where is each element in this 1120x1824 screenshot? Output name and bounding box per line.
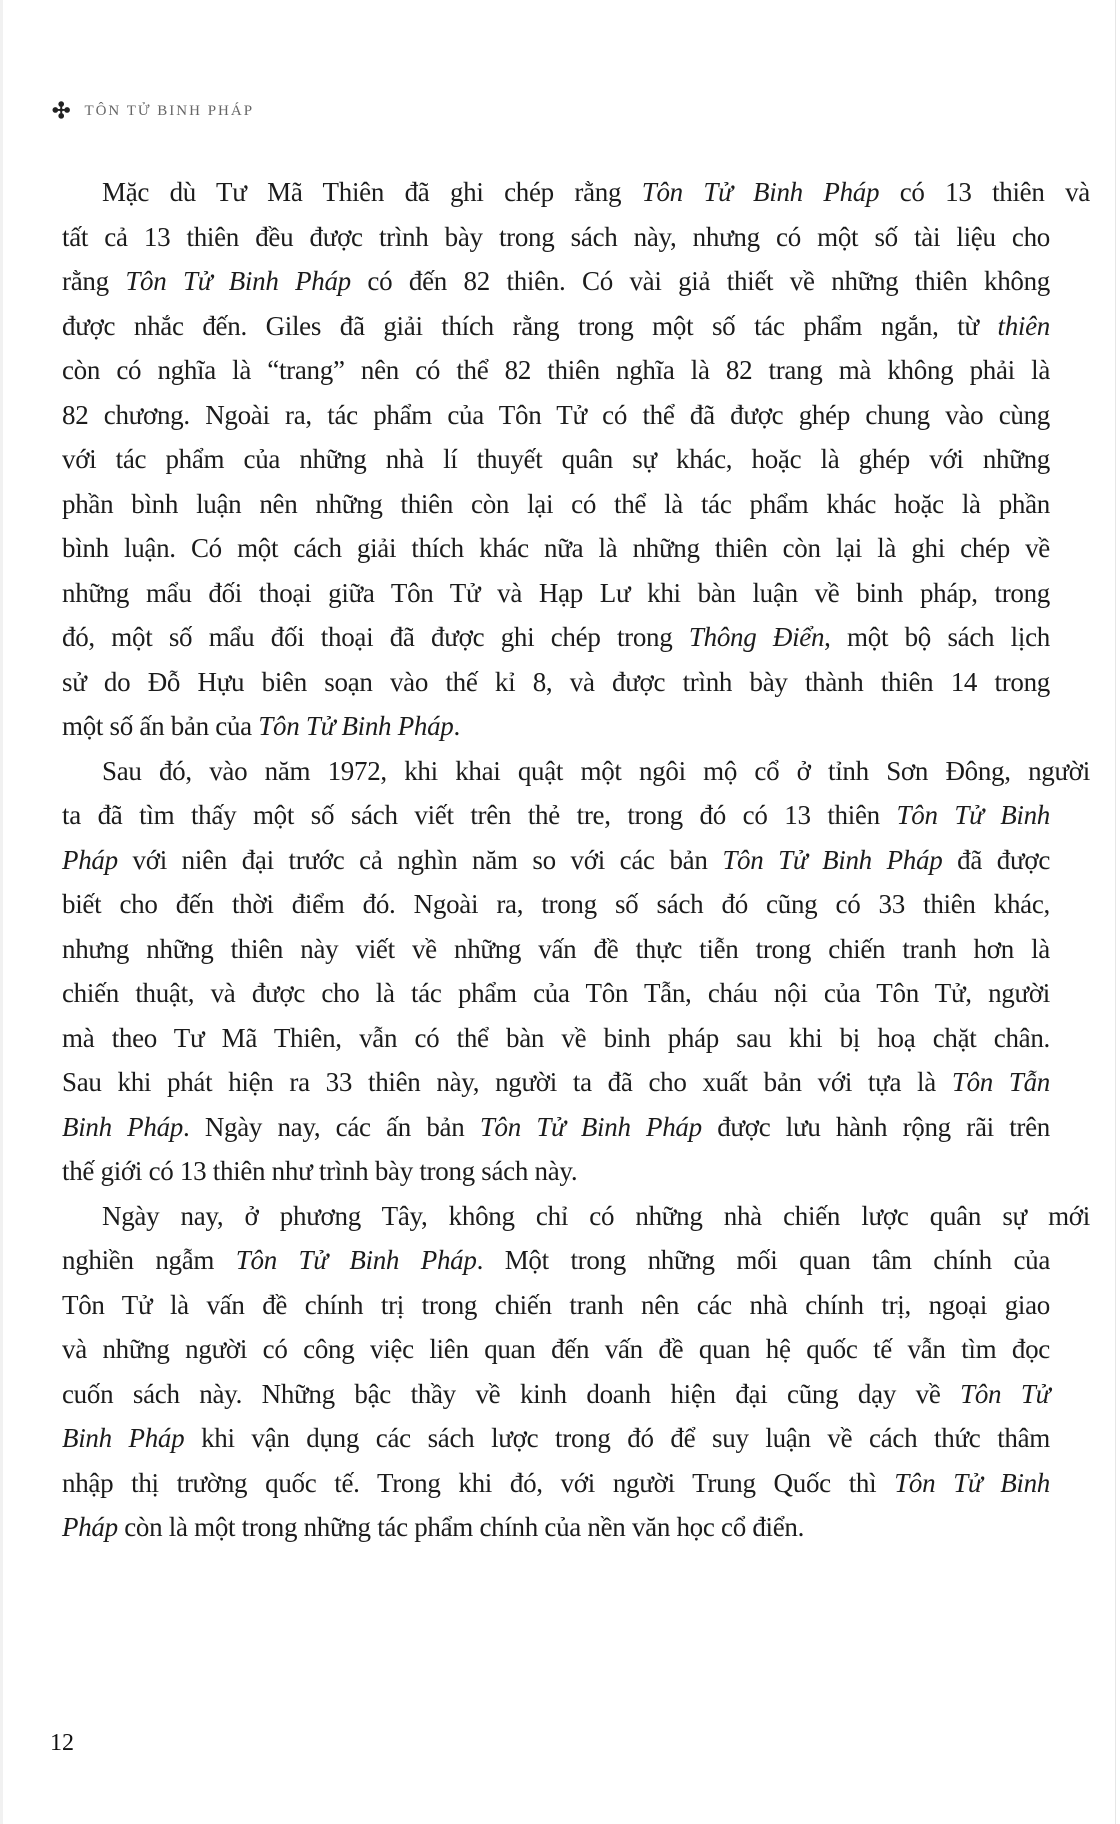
text-line: tất cả 13 thiên đều được trình bày trong sách này, nhưng có một số tài liệu cho <box>62 221 1050 252</box>
text-line: Ngày nay, ở phương Tây, không chỉ có những nhà chiến lược quân sự mới <box>102 1200 1090 1231</box>
text-line: Binh Pháp khi vận dụng các sách lược trong đó để suy luận về cách thức thâm <box>62 1423 1050 1453</box>
text-line: cuốn sách này. Những bậc thầy về kinh doanh hiện đại cũng dạy về Tôn Tử <box>62 1378 1050 1409</box>
paragraph <box>62 749 1090 1194</box>
text-line: được nhắc đến. Giles đã giải thích rằng trong một số tác phẩm ngắn, từ thiên <box>62 310 1050 341</box>
text-line: bình luận. Có một cách giải thích khác nữa là những thiên còn lại là ghi chép về <box>62 533 1050 563</box>
text-line: một số ấn bản của Tôn Tử Binh Pháp. <box>62 711 460 741</box>
text-line: nhưng những thiên này viết về những vấn đề thực tiễn trong chiến tranh hơn là <box>62 933 1050 964</box>
italic-title: Tôn Tử Binh Pháp <box>641 177 880 207</box>
text-line: nghiền ngẫm Tôn Tử Binh Pháp. Một trong những mối quan tâm chính của <box>62 1245 1051 1275</box>
text-line: mà theo Tư Mã Thiên, vẫn có thể bàn về binh pháp sau khi bị hoạ chặt chân. <box>62 1022 1050 1053</box>
text-line: Tôn Tử là vấn đề chính trị trong chiến tranh nên các nhà chính trị, ngoại giao <box>62 1289 1050 1320</box>
book-title-header: TÔN TỬ BINH PHÁP <box>84 102 255 119</box>
text-line: ta đã tìm thấy một số sách viết trên thẻ tre, trong đó có 13 thiên Tôn Tử Binh <box>62 800 1051 830</box>
page-number: 12 <box>50 1730 74 1756</box>
italic-title: Tôn Tử Binh Pháp <box>235 1245 477 1275</box>
italic-title: Binh Pháp <box>62 1423 185 1453</box>
italic-title: Tôn Tử <box>960 1378 1050 1409</box>
text-line: 82 chương. Ngoài ra, tác phẩm của Tôn Tử có thể đã được ghép chung vào cùng <box>62 399 1050 430</box>
text-line: phần bình luận nên những thiên còn lại có thể là tác phẩm khác hoặc là phần <box>62 488 1050 519</box>
italic-title: Thông Điển <box>688 622 825 652</box>
text-line: còn có nghĩa là “trang” nên có thể 82 thiên nghĩa là 82 trang mà không phải là <box>62 355 1050 385</box>
text-line: rằng Tôn Tử Binh Pháp có đến 82 thiên. Có vài giả thiết về những thiên không <box>62 266 1050 296</box>
italic-title: Pháp <box>62 844 118 875</box>
text-line: Sau khi phát hiện ra 33 thiên này, người ta đã cho xuất bản với tựa là Tôn Tẫn <box>62 1067 1050 1097</box>
text-line: nhập thị trường quốc tế. Trong khi đó, với người Trung Quốc thì Tôn Tử Binh <box>62 1467 1051 1498</box>
italic-title: Tôn Tử Binh Pháp <box>479 1111 702 1142</box>
running-header <box>52 100 254 122</box>
italic-title: Pháp <box>62 1512 118 1542</box>
text-line: những mẩu đối thoại giữa Tôn Tử và Hạp Lư khi bàn luận về binh pháp, trong <box>62 577 1050 608</box>
paragraph <box>62 170 1090 749</box>
text-line: Pháp với niên đại trước cả nghìn năm so với các bản Tôn Tử Binh Pháp đã được <box>62 844 1051 875</box>
body-text <box>62 170 1090 1550</box>
text-line: chiến thuật, và được cho là tác phẩm của Tôn Tẫn, cháu nội của Tôn Tử, người <box>62 978 1050 1008</box>
italic-title: Tôn Tử Binh Pháp <box>125 266 351 296</box>
page-right-edge <box>1115 0 1116 1824</box>
text-line: và những người có công việc liên quan đến vấn đề quan hệ quốc tế vẫn tìm đọc <box>62 1334 1050 1364</box>
text-line: Sau đó, vào năm 1972, khi khai quật một ngôi mộ cổ ở tỉnh Sơn Đông, người <box>102 755 1090 786</box>
ornament-icon: ✣ <box>52 98 71 123</box>
italic-title: Tôn Tử Binh Pháp <box>722 844 943 875</box>
text-line: với tác phẩm của những nhà lí thuyết quân sự khác, hoặc là ghép với những <box>62 444 1050 474</box>
italic-title: thiên <box>997 310 1050 341</box>
italic-title: Binh Pháp <box>62 1111 183 1142</box>
italic-title: Tôn Tẫn <box>951 1067 1050 1097</box>
italic-title: Tôn Tử Binh <box>894 1467 1051 1498</box>
italic-title: Tôn Tử Binh <box>896 800 1051 830</box>
text-line: Pháp còn là một trong những tác phẩm chính của nền văn học cổ điển. <box>62 1512 805 1542</box>
page-left-edge <box>0 0 3 1824</box>
text-line: biết cho đến thời điểm đó. Ngoài ra, trong số sách đó cũng có 33 thiên khác, <box>62 889 1050 919</box>
text-line: sử do Đỗ Hựu biên soạn vào thế kỉ 8, và được trình bày thành thiên 14 trong <box>62 666 1050 697</box>
text-line: Binh Pháp. Ngày nay, các ấn bản Tôn Tử Binh Pháp được lưu hành rộng rãi trên <box>62 1111 1050 1142</box>
italic-title: Tôn Tử Binh Pháp <box>258 711 454 741</box>
text-line: đó, một số mẩu đối thoại đã được ghi chép trong Thông Điển, một bộ sách lịch <box>62 622 1050 652</box>
paragraph <box>62 1194 1090 1550</box>
text-line: thế giới có 13 thiên như trình bày trong sách này. <box>62 1156 578 1186</box>
text-line: Mặc dù Tư Mã Thiên đã ghi chép rằng Tôn Tử Binh Pháp có 13 thiên và <box>102 177 1090 207</box>
